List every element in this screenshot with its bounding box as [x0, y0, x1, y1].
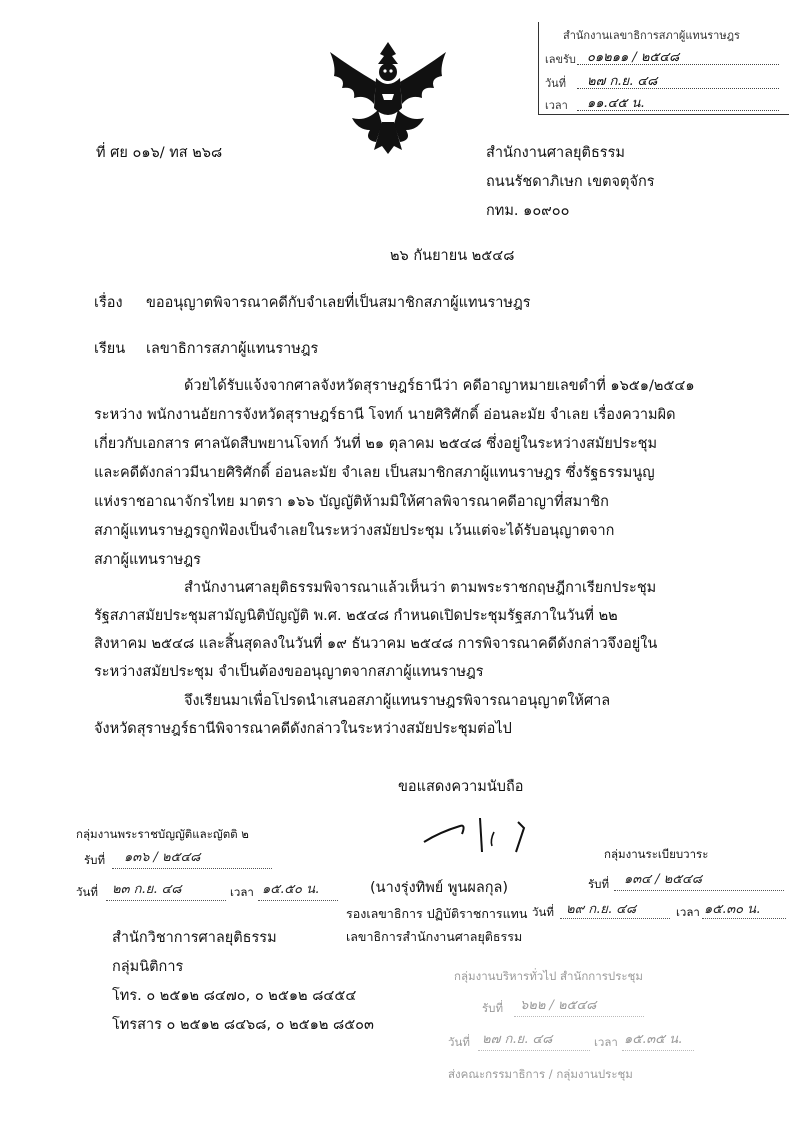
stamp-left-receive-value: ๑๓๖ / ๒๕๔๘ — [124, 850, 201, 865]
stamp-faded-date-value: ๒๗ ก.ย. ๔๘ — [482, 1032, 553, 1047]
stamp-faded-receive-value: ๖๒๒ / ๒๕๔๘ — [520, 998, 597, 1013]
body-line: สภาผู้แทนราษฎรถูกฟ้องเป็นจำเลยในระหว่างสมัยประชุม เว้นแต่จะได้รับอนุญาตจาก — [94, 523, 615, 539]
stamp-date-label: วันที่ — [545, 77, 566, 90]
garuda-emblem-icon — [322, 38, 454, 156]
signatory-title-2: เลขาธิการสำนักงานศาลยุติธรรม — [346, 929, 523, 944]
stamp-faded-receive-label: รับที่ — [482, 1001, 504, 1015]
contact-section: กลุ่มนิติการ — [112, 959, 184, 975]
body-line: แห่งราชอาณาจักรไทย มาตรา ๑๖๖ บัญญัติห้ามมิให้ศาลพิจารณาคดีอาญาที่สมาชิก — [94, 494, 609, 510]
body-line: สิงหาคม ๒๕๔๘ และสิ้นสุดลงในวันที่ ๑๙ ธันวาคม ๒๕๔๘ การพิจารณาคดีดังกล่าวจึงอยู่ใน — [94, 636, 658, 652]
stamp-right-time-label: เวลา — [676, 905, 700, 919]
receipt-stamp — [538, 22, 789, 115]
signatory-name: (นางรุ่งทิพย์ พูนผลกุล) — [370, 880, 509, 896]
stamp-time-value: ๑๑.๔๕ น. — [587, 96, 645, 111]
stamp-date-value: ๒๗ ก.ย. ๔๘ — [587, 74, 658, 89]
stamp-right-receive-label: รับที่ — [588, 877, 610, 891]
closing-text: ขอแสดงความนับถือ — [398, 779, 524, 795]
letter-date: ๒๖ กันยายน ๒๕๔๘ — [390, 248, 515, 264]
subject-label: เรื่อง — [94, 295, 123, 311]
stamp-right-time-value: ๑๕.๓๐ น. — [704, 902, 761, 917]
stamp-left-receive-label: รับที่ — [84, 853, 106, 867]
stamp-right-date-label: วันที่ — [532, 905, 554, 919]
reference-number: ที่ ศย ๐๑๖/ ทส ๒๖๘ — [96, 145, 223, 161]
body-line: เกี่ยวกับเอกสาร ศาลนัดสืบพยานโจทก์ วันที่ ๒๑ ตุลาคม ๒๕๔๘ ซึ่งอยู่ในระหว่างสมัยประชุม — [94, 436, 658, 452]
stamp-left-time-label: เวลา — [230, 885, 254, 899]
subject-text: ขออนุญาตพิจารณาคดีกับจำเลยที่เป็นสมาชิกสภาผู้แทนราษฎร — [146, 295, 531, 311]
addressee-label: เรียน — [94, 341, 126, 357]
contact-tel: โทร. ๐ ๒๕๑๒ ๘๔๗๐, ๐ ๒๕๑๒ ๘๔๕๔ — [112, 988, 357, 1004]
stamp-right-receive-value: ๑๓๔ / ๒๕๔๘ — [624, 872, 702, 887]
stamp-faded-footer: ส่งคณะกรรมาธิการ / กลุ่มงานประชุม — [448, 1067, 633, 1081]
stamp-time-label: เวลา — [545, 99, 568, 112]
body-line: และคดีดังกล่าวมีนายศิริศักดิ์ อ่อนละมัย จำเลย เป็นสมาชิกสภาผู้แทนราษฎร ซึ่งรัฐธรรมนูญ — [94, 465, 655, 481]
org-address: ถนนรัชดาภิเษก เขตจตุจักร — [486, 174, 655, 190]
stamp-faded-time-value: ๑๕.๓๕ น. — [624, 1032, 683, 1047]
stamp-left-date-label: วันที่ — [76, 885, 98, 899]
body-line: จึงเรียนมาเพื่อโปรดนำเสนอสภาผู้แทนราษฎรพิจารณาอนุญาตให้ศาล — [184, 693, 611, 709]
stamp-left-date-value: ๒๓ ก.ย. ๔๘ — [112, 882, 182, 897]
stamp-faded-date-label: วันที่ — [448, 1035, 470, 1049]
stamp-receive-label: เลขรับ — [545, 53, 576, 66]
signature-scribble-icon — [420, 812, 540, 862]
stamp-receive-value: ๐๑๒๑๑ / ๒๕๔๘ — [587, 50, 680, 65]
body-line: สำนักงานศาลยุติธรรมพิจารณาแล้วเห็นว่า ตามพระราชกฤษฎีกาเรียกประชุม — [184, 580, 657, 596]
org-postcode: กทม. ๑๐๙๐๐ — [486, 203, 570, 219]
stamp-left-time-value: ๑๕.๕๐ น. — [262, 882, 320, 897]
body-line: จังหวัดสุราษฎร์ธานีพิจารณาคดีดังกล่าวในระหว่างสมัยประชุมต่อไป — [94, 721, 512, 737]
stamp-faded-office: กลุ่มงานบริหารทั่วไป สำนักการประชุม — [454, 969, 643, 983]
body-line: ด้วยได้รับแจ้งจากศาลจังหวัดสุราษฎร์ธานีว่า คดีอาญาหมายเลขดำที่ ๑๖๕๑/๒๕๔๑ — [184, 378, 695, 394]
stamp-right-date-value: ๒๙ ก.ย. ๔๘ — [566, 902, 636, 917]
contact-fax: โทรสาร ๐ ๒๕๑๒ ๘๔๖๘, ๐ ๒๕๑๒ ๘๕๐๓ — [112, 1017, 374, 1033]
addressee-text: เลขาธิการสภาผู้แทนราษฎร — [146, 341, 319, 357]
stamp-left-office: กลุ่มงานพระราชบัญญัติและญัตติ ๒ — [76, 827, 249, 841]
stamp-faded-time-label: เวลา — [594, 1035, 618, 1049]
body-line: รัฐสภาสมัยประชุมสามัญนิติบัญญัติ พ.ศ. ๒๕๔๘ กำหนดเปิดประชุมรัฐสภาในวันที่ ๒๒ — [94, 608, 618, 624]
org-name: สำนักงานศาลยุติธรรม — [486, 145, 625, 161]
stamp-right-office: กลุ่มงานระเบียบวาระ — [604, 847, 709, 861]
body-line: ระหว่าง พนักงานอัยการจังหวัดสุราษฎร์ธานี โจทก์ นายศิริศักดิ์ อ่อนละมัย จำเลย เรื่องความผิด — [94, 407, 676, 423]
signatory-title: รองเลขาธิการ ปฏิบัติราชการแทน — [346, 906, 528, 921]
body-line: ระหว่างสมัยประชุม จำเป็นต้องขออนุญาตจากสภาผู้แทนราษฎร — [94, 664, 484, 680]
stamp-office: สำนักงานเลขาธิการสภาผู้แทนราษฎร — [563, 29, 740, 42]
body-line: สภาผู้แทนราษฎร — [94, 552, 201, 568]
contact-dept: สำนักวิชาการศาลยุติธรรม — [112, 930, 277, 946]
